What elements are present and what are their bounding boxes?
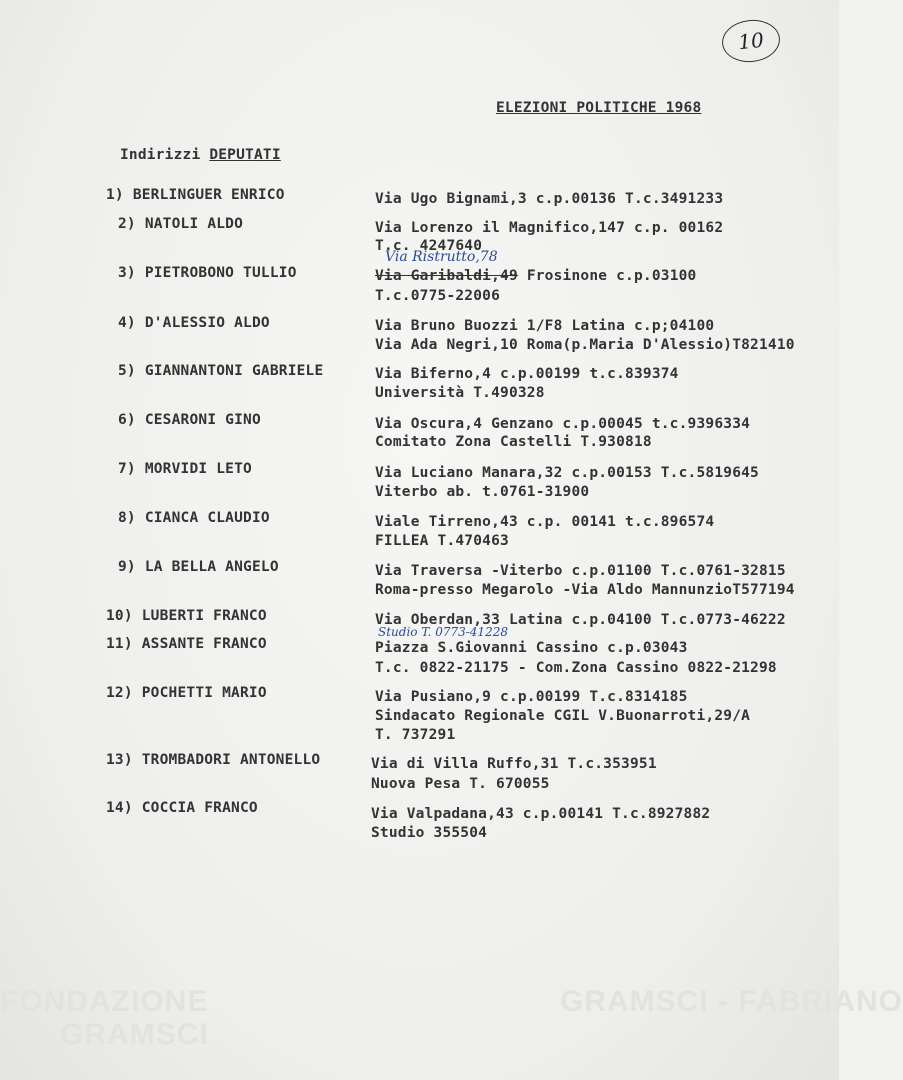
address-line: Via Valpadana,43 c.p.00141 T.c.8927882 bbox=[371, 806, 711, 822]
handwritten-note: Studio T. 0773-41228 bbox=[378, 625, 508, 639]
address-line: Via di Villa Ruffo,31 T.c.353951 bbox=[371, 756, 657, 772]
entry-name: 10) LUBERTI FRANCO bbox=[106, 608, 267, 624]
entry-name: 3) PIETROBONO TULLIO bbox=[118, 265, 297, 281]
address-line: Studio 355504 bbox=[371, 825, 488, 841]
page-number: 10 bbox=[720, 17, 782, 65]
entry-name: 12) POCHETTI MARIO bbox=[106, 685, 267, 701]
watermark-text: GRAMSCI - FABRIANO bbox=[560, 985, 903, 1018]
watermark-text: GRAMSCI bbox=[60, 1018, 209, 1051]
address-line: Via Oberdan,33 Latina c.p.04100 T.c.0773-46222 bbox=[375, 612, 786, 628]
address-line: Piazza S.Giovanni Cassino c.p.03043 bbox=[375, 640, 688, 656]
address-line: Via Traversa -Viterbo c.p.01100 T.c.0761-32815 bbox=[375, 563, 786, 579]
entry-name: 13) TROMBADORI ANTONELLO bbox=[106, 752, 321, 768]
address-line: Viterbo ab. t.0761-31900 bbox=[375, 484, 590, 500]
entry-name: 6) CESARONI GINO bbox=[118, 412, 261, 428]
address-line: T. 737291 bbox=[375, 727, 456, 743]
address-line: Roma-presso Megarolo -Via Aldo MannunzioT577194 bbox=[375, 582, 795, 598]
entry-name: 4) D'ALESSIO ALDO bbox=[118, 315, 270, 331]
entry-name: 7) MORVIDI LETO bbox=[118, 461, 252, 477]
address-line: Comitato Zona Castelli T.930818 bbox=[375, 434, 652, 450]
address-line: Via Bruno Buozzi 1/F8 Latina c.p;04100 bbox=[375, 318, 715, 334]
address-line: Via Garibaldi,49 Frosinone c.p.03100 bbox=[375, 268, 697, 284]
address-line: T.c. 4247640 bbox=[375, 238, 483, 254]
address-line: Nuova Pesa T. 670055 bbox=[371, 776, 550, 792]
watermark-text: FONDAZIONE bbox=[0, 985, 209, 1018]
entry-name: 1) BERLINGUER ENRICO bbox=[106, 187, 285, 203]
address-line: Via Luciano Manara,32 c.p.00153 T.c.5819645 bbox=[375, 465, 759, 481]
address-line: Via Biferno,4 c.p.00199 t.c.839374 bbox=[375, 366, 679, 382]
subtitle-underlined: DEPUTATI bbox=[209, 147, 281, 163]
address-line: FILLEA T.470463 bbox=[375, 533, 509, 549]
address-line: Via Oscura,4 Genzano c.p.00045 t.c.9396334 bbox=[375, 416, 751, 432]
address-line: Via Lorenzo il Magnifico,147 c.p. 00162 bbox=[375, 220, 724, 236]
entry-name: 14) COCCIA FRANCO bbox=[106, 800, 258, 816]
struck-address: Via Garibaldi,49 bbox=[375, 268, 518, 284]
entry-name: 11) ASSANTE FRANCO bbox=[106, 636, 267, 652]
address-line: Sindacato Regionale CGIL V.Buonarroti,29/A bbox=[375, 708, 751, 724]
document-subtitle bbox=[120, 147, 281, 163]
address-line: Via Pusiano,9 c.p.00199 T.c.8314185 bbox=[375, 689, 688, 705]
address-line: Via Ugo Bignami,3 c.p.00136 T.c.3491233 bbox=[375, 191, 724, 207]
address-line: T.c. 0822-21175 - Com.Zona Cassino 0822-21298 bbox=[375, 660, 777, 676]
entry-name: 8) CIANCA CLAUDIO bbox=[118, 510, 270, 526]
entry-name: 2) NATOLI ALDO bbox=[118, 216, 244, 232]
document-title: ELEZIONI POLITICHE 1968 bbox=[496, 100, 702, 116]
address-line: Via Ada Negri,10 Roma(p.Maria D'Alessio)T821410 bbox=[375, 337, 795, 353]
handwritten-note: Via Ristrutto,78 bbox=[385, 249, 498, 265]
address-line: T.c.0775-22006 bbox=[375, 288, 501, 304]
entry-name: 9) LA BELLA ANGELO bbox=[118, 559, 279, 575]
address-line: Viale Tirreno,43 c.p. 00141 t.c.896574 bbox=[375, 514, 715, 530]
subtitle-prefix: Indirizzi bbox=[120, 147, 210, 163]
address-line: Università T.490328 bbox=[375, 385, 545, 401]
entry-name: 5) GIANNANTONI GABRIELE bbox=[118, 363, 324, 379]
